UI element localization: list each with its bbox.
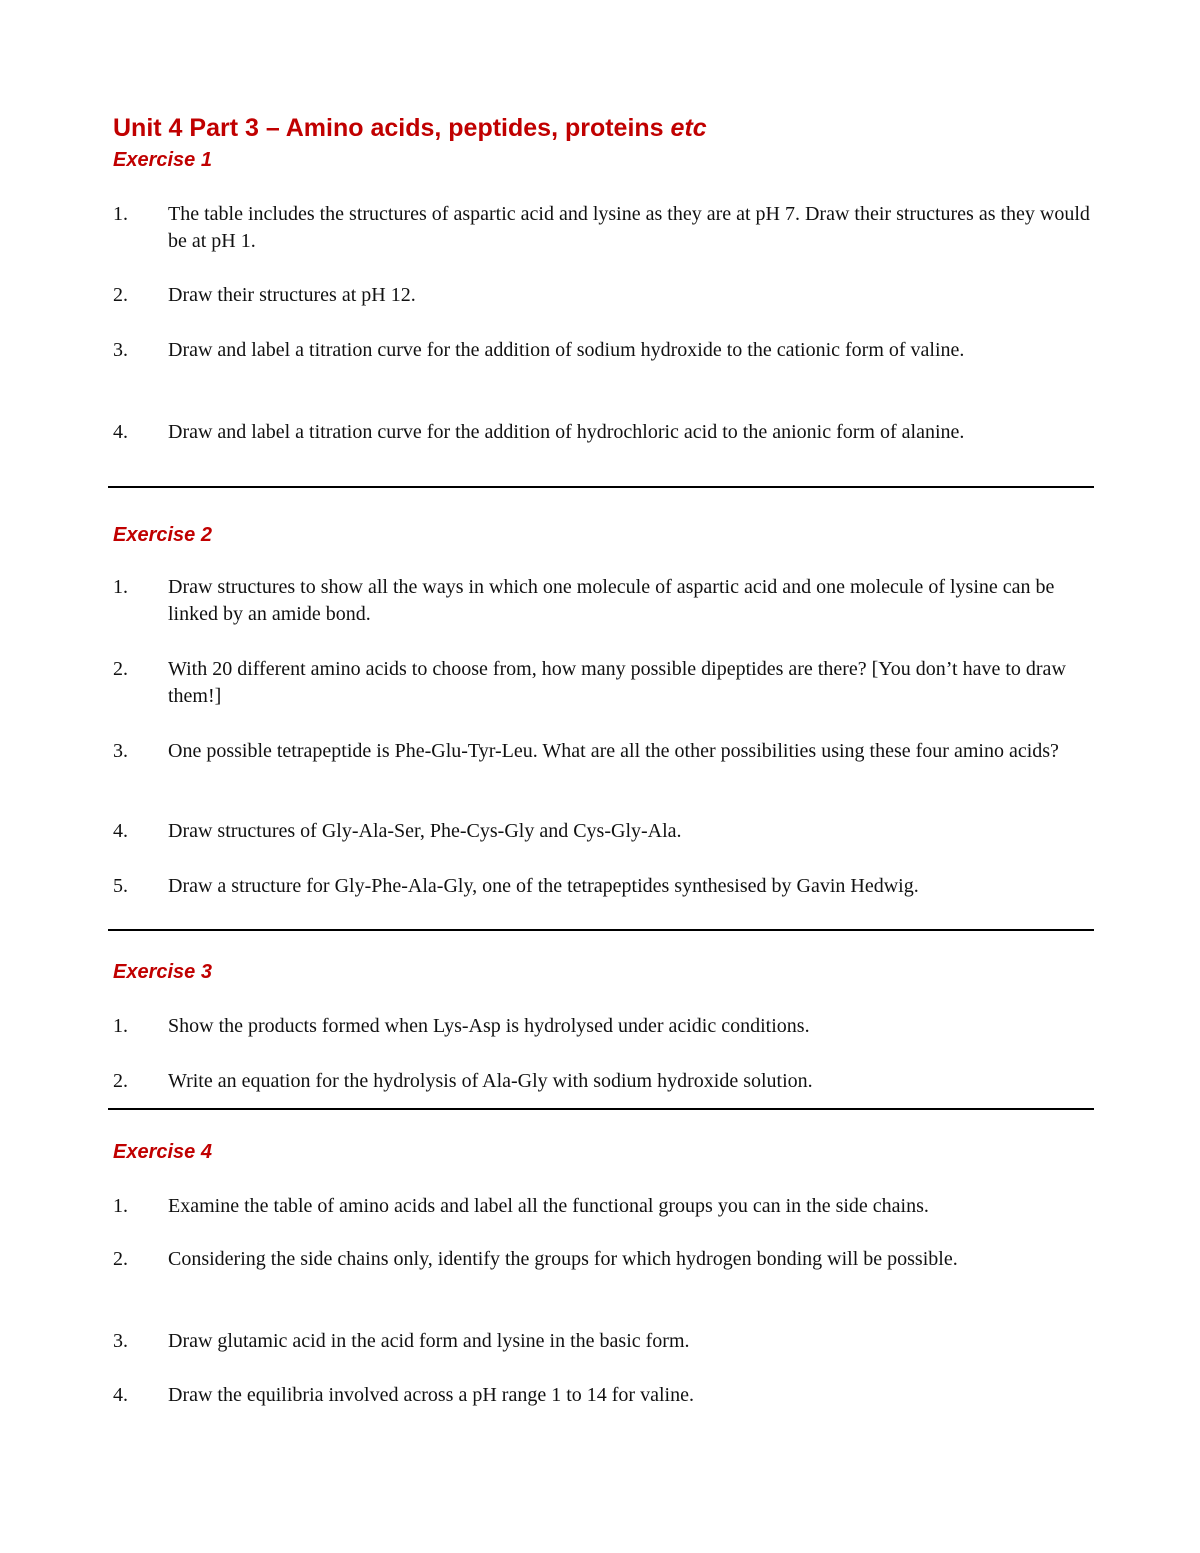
- question-text: Draw structures of Gly-Ala-Ser, Phe-Cys-Gly and Cys-Gly-Ala.: [168, 820, 682, 842]
- question-text: Show the products formed when Lys-Asp is hydrolysed under acidic conditions.: [168, 1015, 810, 1037]
- question-number: 2.: [113, 658, 128, 680]
- section-divider: [108, 929, 1094, 931]
- question-number: 2.: [113, 1248, 128, 1270]
- exercise-3-heading: Exercise 3: [113, 961, 212, 983]
- question-text: Draw and label a titration curve for the addition of hydrochloric acid to the anionic form of alanine.: [168, 421, 965, 443]
- question-text: Considering the side chains only, identify the groups for which hydrogen bonding will be possible.: [168, 1248, 958, 1270]
- question-text: The table includes the structures of aspartic acid and lysine as they are at pH 7. Draw their structures as they would be at pH 1.: [168, 203, 1090, 252]
- question-number: 4.: [113, 820, 128, 842]
- title-suffix: etc: [670, 114, 707, 142]
- exercise-4-heading: Exercise 4: [113, 1141, 212, 1163]
- exercise-2-heading: Exercise 2: [113, 524, 212, 546]
- question-number: 5.: [113, 875, 128, 897]
- question-text: Draw structures to show all the ways in which one molecule of aspartic acid and one molecule of lysine can be linked by an amide bond.: [168, 576, 1055, 625]
- question-number: 1.: [113, 1195, 128, 1217]
- question-text: One possible tetrapeptide is Phe-Glu-Tyr-Leu. What are all the other possibilities using these four amino acids?: [168, 740, 1059, 762]
- question-number: 2.: [113, 284, 128, 306]
- question-text: Draw and label a titration curve for the addition of sodium hydroxide to the cationic form of valine.: [168, 339, 965, 361]
- question-text: Write an equation for the hydrolysis of Ala-Gly with sodium hydroxide solution.: [168, 1070, 813, 1092]
- question-number: 4.: [113, 421, 128, 443]
- page-title: [113, 112, 707, 144]
- question-number: 1.: [113, 1015, 128, 1037]
- title-main: Unit 4 Part 3 – Amino acids, peptides, proteins: [113, 114, 671, 142]
- exercise-1-heading: Exercise 1: [113, 149, 212, 171]
- question-number: 3.: [113, 740, 128, 762]
- question-number: 3.: [113, 1330, 128, 1352]
- question-text: Draw glutamic acid in the acid form and lysine in the basic form.: [168, 1330, 690, 1352]
- section-divider: [108, 486, 1094, 488]
- question-text: Draw their structures at pH 12.: [168, 284, 416, 306]
- question-text: With 20 different amino acids to choose from, how many possible dipeptides are there? [You don’t have to draw them!]: [168, 658, 1066, 707]
- question-number: 1.: [113, 576, 128, 598]
- question-number: 1.: [113, 203, 128, 225]
- section-divider: [108, 1108, 1094, 1110]
- question-number: 2.: [113, 1070, 128, 1092]
- question-number: 4.: [113, 1384, 128, 1406]
- question-number: 3.: [113, 339, 128, 361]
- question-text: Examine the table of amino acids and label all the functional groups you can in the side chains.: [168, 1195, 929, 1217]
- question-text: Draw a structure for Gly-Phe-Ala-Gly, one of the tetrapeptides synthesised by Gavin Hedwig.: [168, 875, 919, 897]
- question-text: Draw the equilibria involved across a pH range 1 to 14 for valine.: [168, 1384, 694, 1406]
